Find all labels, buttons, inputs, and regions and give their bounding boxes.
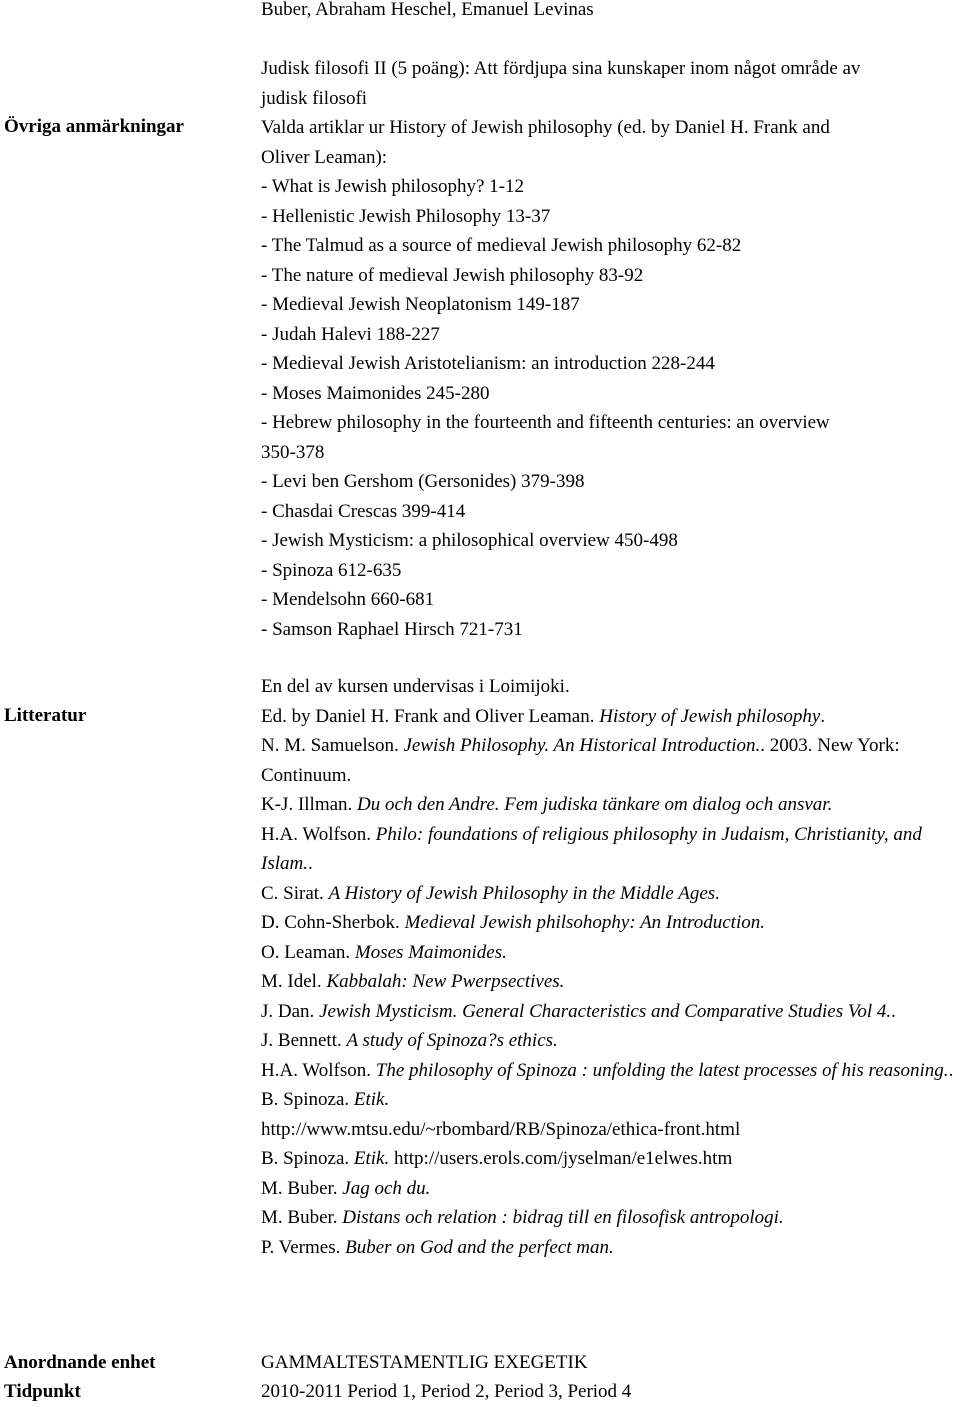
- ovriga-line: - What is Jewish philosophy? 1-12: [261, 176, 524, 197]
- reference-title: Buber on God and the perfect man.: [345, 1236, 614, 1258]
- reference-author: M. Buber.: [261, 1207, 338, 1228]
- reference-author: Ed. by Daniel H. Frank and Oliver Leaman.: [261, 705, 595, 727]
- reference-item: [261, 1203, 956, 1233]
- reference-author: B. Spinoza.: [261, 1148, 350, 1169]
- ovriga-line: - Samson Raphael Hirsch 721-731: [261, 618, 523, 640]
- reference-author: J. Bennett.: [261, 1030, 342, 1051]
- reference-author: J. Dan.: [261, 1000, 315, 1022]
- reference-item: [261, 820, 956, 879]
- reference-item: [261, 967, 956, 997]
- ovriga-line: - Spinoza 612-635: [261, 559, 402, 581]
- reference-item: [261, 702, 956, 732]
- top-line: Buber, Abraham Heschel, Emanuel Levinas: [261, 0, 594, 20]
- reference-author: N. M. Samuelson.: [261, 735, 399, 756]
- reference-item: [261, 1144, 956, 1174]
- reference-title: Moses Maimonides.: [354, 941, 507, 963]
- reference-author: O. Leaman.: [261, 941, 351, 963]
- reference-author: P. Vermes.: [261, 1236, 341, 1258]
- reference-title: Etik.: [353, 1148, 390, 1169]
- label-litteratur: Litteratur: [4, 705, 87, 726]
- reference-author: H.A. Wolfson.: [261, 823, 372, 845]
- reference-author: M. Buber.: [261, 1177, 338, 1199]
- ovriga-line: judisk filosofi: [261, 87, 368, 109]
- reference-item: [261, 908, 956, 938]
- reference-item: [261, 790, 956, 820]
- reference-author: C. Sirat.: [261, 882, 324, 904]
- anordnande-value: GAMMALTESTAMENTLIG EXEGETIK: [261, 1352, 588, 1373]
- reference-title: Etik.: [353, 1089, 390, 1110]
- reference-details: . 2003. New York: Continuum.: [261, 735, 900, 786]
- reference-title: A History of Jewish Philosophy in the Middle Ages.: [328, 882, 720, 904]
- reference-title: The philosophy of Spinoza : unfolding the latest processes of his reasoning.: [375, 1059, 949, 1081]
- ovriga-line: - Jewish Mysticism: a philosophical overview 450-498: [261, 530, 678, 551]
- reference-item: [261, 879, 956, 909]
- litteratur-intro: En del av kursen undervisas i Loimijoki.: [261, 676, 570, 697]
- ovriga-line: - Judah Halevi 188-227: [261, 323, 440, 345]
- reference-item: [261, 1174, 956, 1204]
- reference-title: Medieval Jewish philsohophy: An Introduction.: [404, 912, 765, 933]
- label-tidpunkt: Tidpunkt: [4, 1381, 81, 1402]
- ovriga-line: Valda artiklar ur History of Jewish philosophy (ed. by Daniel H. Frank and: [261, 117, 830, 138]
- ovriga-line: - The Talmud as a source of medieval Jewish philosophy 62-82: [261, 235, 742, 256]
- reference-item: [261, 997, 956, 1027]
- reference-item: [261, 938, 956, 968]
- reference-list: [261, 702, 956, 1263]
- ovriga-line: - Medieval Jewish Neoplatonism 149-187: [261, 294, 580, 315]
- ovriga-line: - Hebrew philosophy in the fourteenth and fifteenth centuries: an overview: [261, 412, 830, 433]
- ovriga-line: - Medieval Jewish Aristotelianism: an introduction 228-244: [261, 353, 715, 374]
- reference-item: [261, 1085, 956, 1115]
- litteratur-content: [261, 672, 956, 1262]
- label-anordnande: Anordnande enhet: [4, 1352, 156, 1373]
- ovriga-line: - Mendelsohn 660-681: [261, 589, 435, 610]
- reference-item: [261, 1115, 956, 1145]
- reference-title: Philo: foundations of religious philosophy in Judaism, Christianity, and Islam.: [261, 823, 922, 874]
- reference-title: History of Jewish philosophy: [599, 705, 821, 727]
- reference-details: .: [820, 705, 826, 727]
- reference-author: M. Idel.: [261, 971, 322, 992]
- reference-details: .: [307, 853, 313, 874]
- reference-title: Jewish Mysticism. General Characteristics and Comparative Studies Vol 4.: [319, 1000, 892, 1022]
- reference-author: B. Spinoza.: [261, 1089, 350, 1110]
- reference-title: Jag och du.: [342, 1177, 431, 1199]
- reference-author: H.A. Wolfson.: [261, 1059, 372, 1081]
- ovriga-line: - Moses Maimonides 245-280: [261, 382, 490, 404]
- ovriga-line: - The nature of medieval Jewish philosophy 83-92: [261, 264, 644, 286]
- ovriga-line: 350-378: [261, 441, 325, 463]
- reference-title: A study of Spinoza?s ethics.: [346, 1030, 558, 1051]
- reference-author: D. Cohn-Sherbok.: [261, 912, 400, 933]
- reference-item: [261, 731, 956, 790]
- ovriga-line: - Chasdai Crescas 399-414: [261, 500, 466, 522]
- ovriga-line: - Levi ben Gershom (Gersonides) 379-398: [261, 471, 585, 492]
- ovriga-line: - Hellenistic Jewish Philosophy 13-37: [261, 205, 551, 227]
- reference-author: http://www.mtsu.edu/~rbombard/RB/Spinoza/ethica-front.html: [261, 1118, 741, 1140]
- ovriga-line: Oliver Leaman):: [261, 146, 388, 168]
- reference-details: .: [948, 1059, 954, 1081]
- label-ovriga: Övriga anmärkningar: [4, 116, 184, 137]
- reference-title: Du och den Andre. Fem judiska tänkare om dialog och ansvar.: [357, 794, 833, 815]
- reference-item: [261, 1026, 956, 1056]
- reference-details: http://users.erols.com/jyselman/e1elwes.htm: [394, 1148, 733, 1169]
- reference-item: [261, 1233, 956, 1263]
- reference-title: Kabbalah: New Pwerpsectives.: [326, 971, 565, 992]
- tidpunkt-value: 2010-2011 Period 1, Period 2, Period 3, Period 4: [261, 1381, 632, 1402]
- ovriga-line: Judisk filosofi II (5 poäng): Att fördjupa sina kunskaper inom något område av: [261, 58, 861, 79]
- reference-details: .: [891, 1000, 896, 1022]
- reference-title: Jewish Philosophy. An Historical Introduction.: [403, 735, 761, 756]
- reference-item: [261, 1056, 956, 1086]
- reference-author: K-J. Illman.: [261, 794, 353, 815]
- reference-title: Distans och relation : bidrag till en filosofisk antropologi.: [342, 1207, 784, 1228]
- ovriga-content: [261, 54, 956, 644]
